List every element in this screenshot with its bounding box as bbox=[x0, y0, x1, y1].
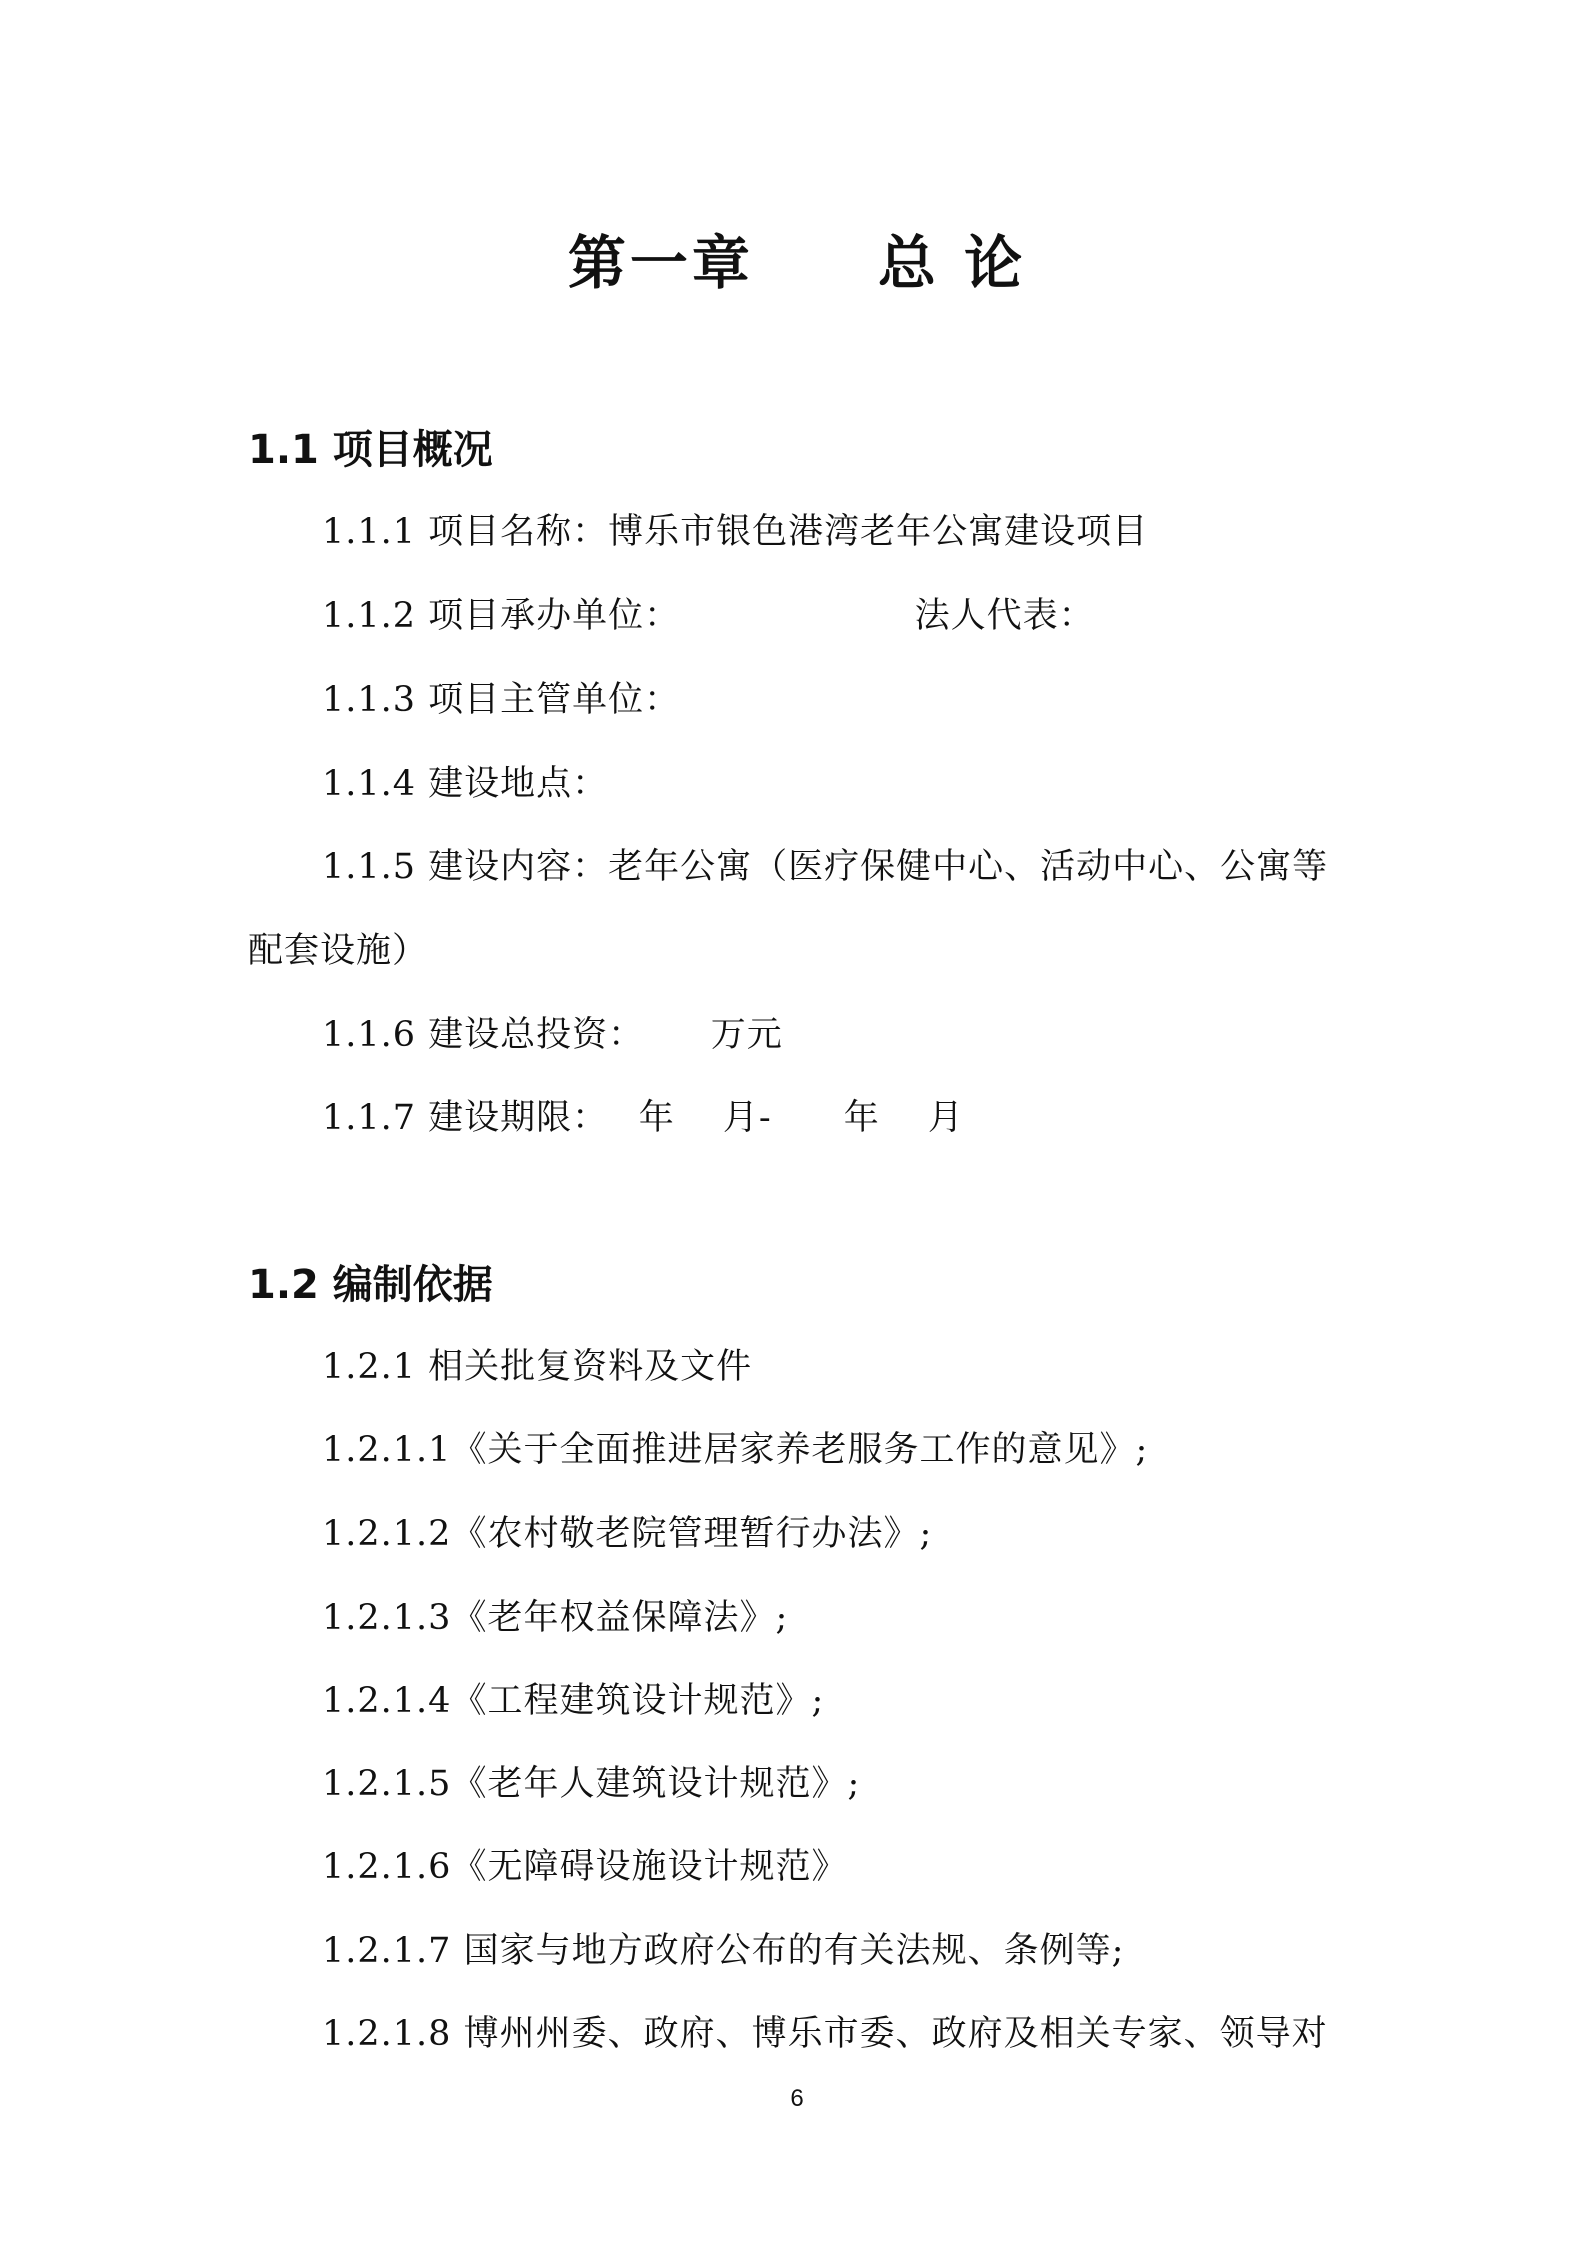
item-1-2-1-8: 1.2.1.8 博州州委、政府、博乐市委、政府及相关专家、领导对 bbox=[322, 2014, 1328, 2054]
item-1-2-1-5: 1.2.1.5《老年人建筑设计规范》; bbox=[322, 1764, 861, 1804]
item-1-1-7-construction-period: 1.1.7 建设期限： 年 月- 年 月 bbox=[322, 1098, 964, 1138]
item-1-2-1-6: 1.2.1.6《无障碍设施设计规范》 bbox=[322, 1847, 848, 1887]
item-1-2-1-2: 1.2.1.2《农村敬老院管理暂行办法》; bbox=[322, 1514, 933, 1554]
item-1-2-1-4: 1.2.1.4《工程建筑设计规范》; bbox=[322, 1681, 825, 1721]
section-heading-1-2: 1.2 编制依据 bbox=[248, 1262, 493, 1308]
section-heading-1-1: 1.1 项目概况 bbox=[248, 427, 493, 473]
item-1-1-1-project-name: 1.1.1 项目名称：博乐市银色港湾老年公寓建设项目 bbox=[322, 512, 1149, 552]
item-1-2-1: 1.2.1 相关批复资料及文件 bbox=[322, 1347, 753, 1387]
item-1-2-1-7: 1.2.1.7 国家与地方政府公布的有关法规、条例等; bbox=[322, 1931, 1125, 1971]
chapter-title: 第一章 总 论 bbox=[567, 229, 1027, 297]
item-1-1-2-undertaking-unit: 1.1.2 项目承办单位： 法人代表： bbox=[322, 596, 1095, 636]
item-1-2-1-1: 1.2.1.1《关于全面推进居家养老服务工作的意见》; bbox=[322, 1430, 1149, 1470]
item-1-2-1-3: 1.2.1.3《老年权益保障法》; bbox=[322, 1598, 789, 1638]
item-1-1-3-supervising-unit: 1.1.3 项目主管单位： bbox=[322, 680, 681, 720]
item-1-1-5-construction-content: 1.1.5 建设内容：老年公寓（医疗保健中心、活动中心、公寓等 bbox=[322, 847, 1329, 887]
item-1-1-6-total-investment: 1.1.6 建设总投资： 万元 bbox=[322, 1015, 783, 1055]
page-number: 6 bbox=[790, 2085, 804, 2112]
item-1-1-5-continuation: 配套设施） bbox=[248, 931, 429, 971]
item-1-1-4-location: 1.1.4 建设地点： bbox=[322, 764, 609, 804]
